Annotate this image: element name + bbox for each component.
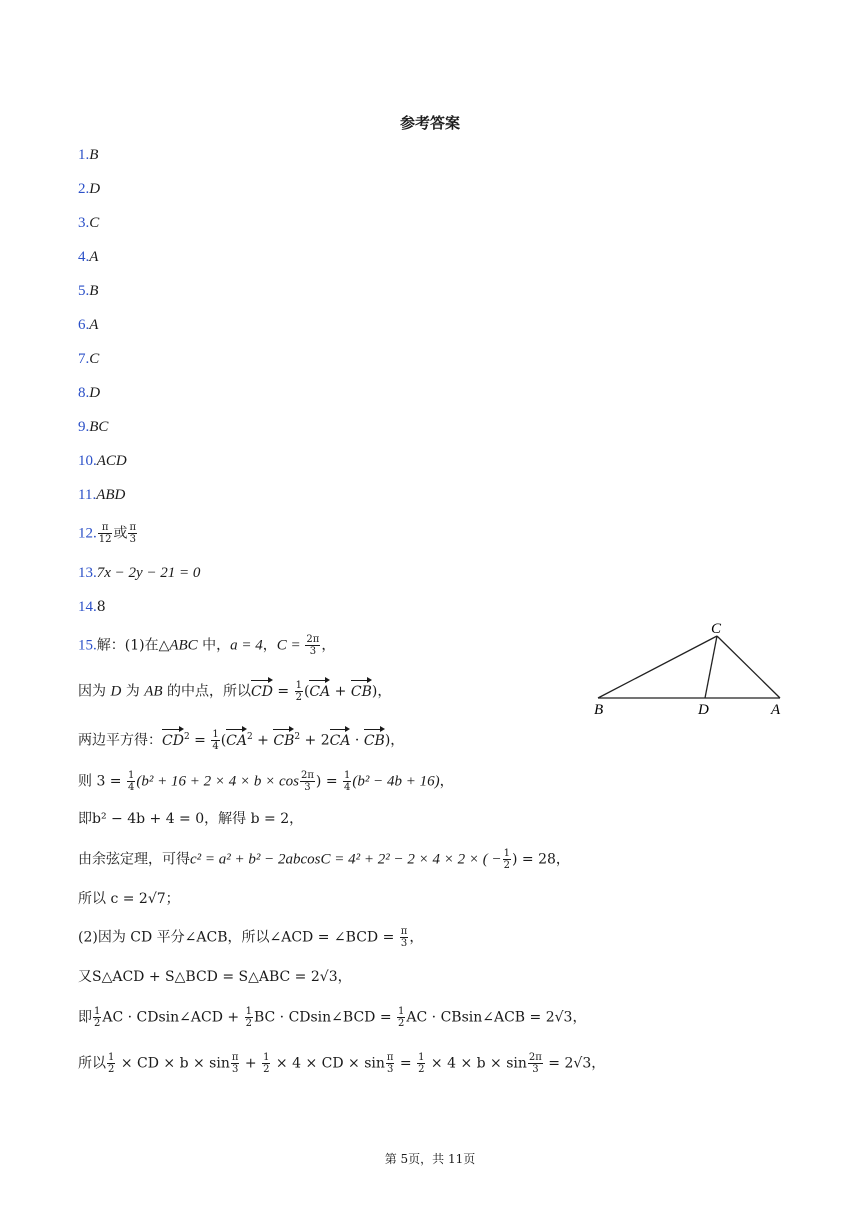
answer-number: 10. <box>78 453 97 469</box>
answer-8 <box>78 384 100 402</box>
solution-line-5: 即b² − 4b + 4 = 0，解得 b = 2， <box>78 811 304 827</box>
answer-value: ACD <box>96 453 127 469</box>
answer-9 <box>78 418 108 436</box>
solution-line-6: 由余弦定理，可得c² = a² + b² − 2abcosC = 4² + 2² − 2 × 4 × 2 × ( − $\frac{1}{2}$ ) = 28， <box>78 848 570 871</box>
solution-line-11: 所以 $\frac{1}{2}$ × CD × b × sin $\frac{\pi}{3}$ + $\frac{1}{2}$ × 4 × CD × sin $\frac{\pi}{3}$ = $\frac{1}{2}$ × 4 × b × sin $\frac{2\pi}{3}$ = 2√3， <box>78 1052 606 1075</box>
answer-13 <box>78 564 200 582</box>
answer-12 <box>78 522 138 545</box>
answer-value: A <box>89 317 99 333</box>
answer-value: 8 <box>96 599 106 615</box>
answer-1 <box>78 146 98 164</box>
fraction: $\frac{\pi}{3}$ <box>129 522 137 545</box>
answer-5 <box>78 282 98 300</box>
answer-value: 7x − 2y − 21 = 0 <box>96 565 201 581</box>
triangle-figure <box>590 618 795 718</box>
side-ca <box>717 636 780 698</box>
answer-number: 3. <box>78 215 90 231</box>
answer-value: C <box>89 351 100 367</box>
answer-number: 9. <box>78 419 90 435</box>
answer-11 <box>78 486 125 504</box>
answer-value: B <box>89 283 99 299</box>
solution-line-1: 15.解：(1)在△ABC 中，a = 4，C = $\frac{2\pi}{3}$ ， <box>78 634 336 657</box>
answer-value: D <box>89 181 101 197</box>
answer-number: 2. <box>78 181 90 197</box>
answer-10 <box>78 452 127 470</box>
side-bc <box>598 636 717 698</box>
segment-cd <box>705 636 717 698</box>
solution-line-7: 所以 c = 2√7； <box>78 891 180 907</box>
label-c: C <box>711 621 722 637</box>
answer-value: C <box>89 215 100 231</box>
answer-value: BC <box>89 419 109 435</box>
label-b: B <box>594 702 604 718</box>
answer-number: 13. <box>78 565 97 581</box>
page-title: 参考答案 <box>399 114 460 132</box>
or-text: 或 <box>113 525 128 542</box>
solution-line-3: 两边平方得：$CD^2$ = $\frac{1}{4}$ $(CA^2 + CB^2 + 2CA \cdot CB)$， <box>78 729 405 753</box>
answer-number: 7. <box>78 351 90 367</box>
solution-line-10: 即 $\frac{1}{2}$ AC · CDsin∠ACD + $\frac{1}{2}$ BC · CDsin∠BCD = $\frac{1}{2}$ AC · CBsin∠ACB = 2√3， <box>78 1006 587 1029</box>
label-d: D <box>698 702 709 718</box>
answer-value: B <box>89 147 99 163</box>
answer-number: 6. <box>78 317 90 333</box>
answer-number: 5. <box>78 283 90 299</box>
fraction: $\frac{\pi}{12}$ <box>98 522 112 545</box>
solution-line-2: 因为 D 为 AB 的中点，所以CD = $\frac{1}{2}$ (CA + CB)， <box>78 680 392 703</box>
answer-number: 14. <box>78 599 97 615</box>
solution-line-4: 则 3 = $\frac{1}{4}$ (b² + 16 + 2 × 4 × b × cos $\frac{2\pi}{3}$ ) = $\frac{1}{4}$ (b² − 4b + 16)， <box>78 770 454 793</box>
answer-value: ABD <box>96 487 126 503</box>
answer-14 <box>78 598 106 616</box>
label-a: A <box>771 702 781 718</box>
answer-number: 12. <box>78 525 97 542</box>
page-footer: 第 5页，共 11页 <box>384 1152 476 1166</box>
answer-7 <box>78 350 99 368</box>
answer-number: 4. <box>78 249 90 265</box>
answer-3 <box>78 214 99 232</box>
answer-number: 1. <box>78 147 90 163</box>
answer-number: 11. <box>78 487 97 503</box>
answer-4 <box>78 248 98 266</box>
answer-2 <box>78 180 100 198</box>
answer-value: D <box>89 385 101 401</box>
answer-6 <box>78 316 98 334</box>
answer-value: A <box>89 249 99 265</box>
solution-line-8: (2)因为 CD 平分∠ACB，所以∠ACD = ∠BCD = $\frac{\pi}{3}$ ， <box>78 926 424 949</box>
solution-line-9: 又S△ACD + S△BCD = S△ABC = 2√3， <box>78 969 352 985</box>
answer-number: 8. <box>78 385 90 401</box>
answer-number: 15. <box>78 637 97 654</box>
